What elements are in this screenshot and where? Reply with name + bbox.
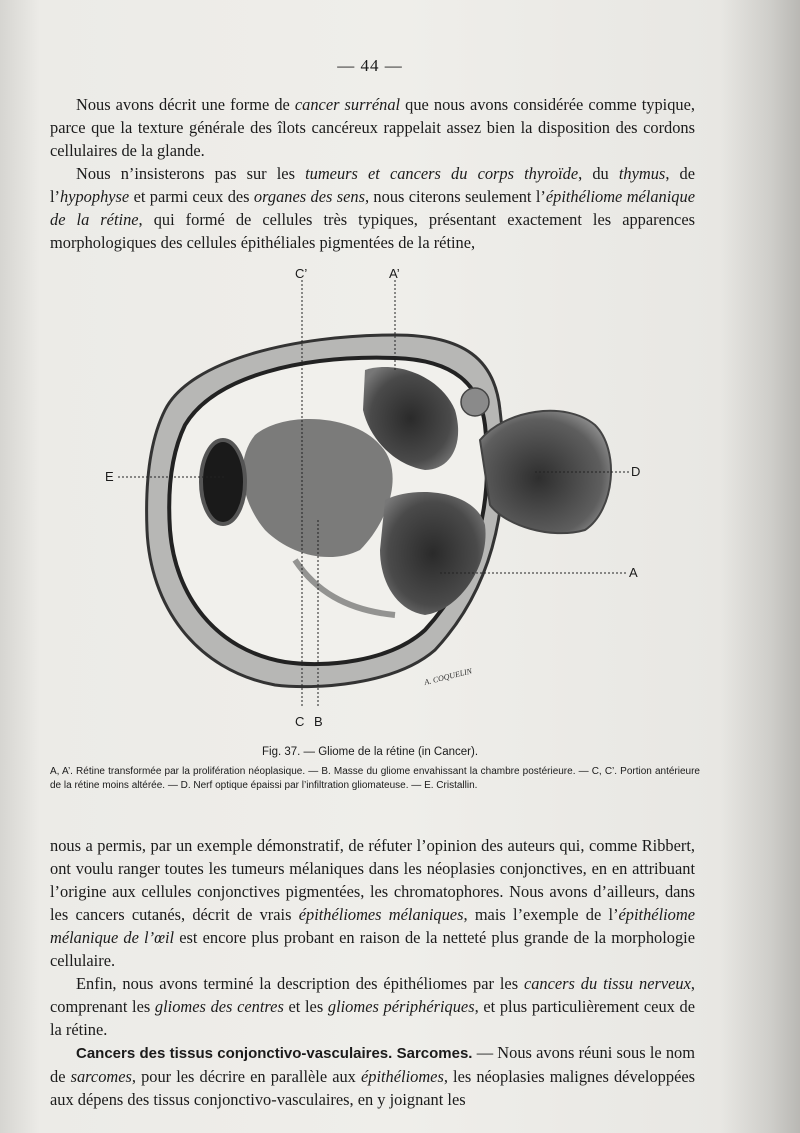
emphasis-text: cancer surrénal [294,95,401,114]
page-number: — 44 — [337,56,403,75]
text-run: , pour les décrire en parallèle aux [131,1067,361,1086]
emphasis-text: cancers du tissu nerveux [523,974,691,993]
label-b: B [314,714,323,729]
text-run: nous a permis, par un exemple démonstratif, de réfuter l’opinion des auteurs qui, comme Ribbert, ont voulu ranger toutes les tumeurs mélaniques dans les néoplasies conjonctives, en en attribuant l’origine aux cellules conjonctives pigmentées, les chromatophores. Nous avons d’ailleurs, dans les cancers cutanés, décrit de vrais [50,836,695,924]
emphasis-text: tumeurs et cancers du corps thyroïde [305,164,579,183]
emphasis-text: hypophyse [60,187,130,206]
text-run: , les néoplasies malignes développées aux dépens des tissus conjonctivo-vasculaires, en y joignant les [50,1067,695,1109]
label-a: A [629,565,638,580]
label-e: E [105,469,114,484]
text-run: et parmi ceux des [129,187,254,206]
paragraph-ribbert [50,834,695,972]
text-run: , qui formé de cellules très typiques, présentant exactement les apparences morphologiques des cellules épithéliales pigmentées de la rétine, [50,210,695,252]
text-run: , du [578,164,619,183]
emphasis-text: organes des sens [253,187,365,206]
paragraph-tissu-nerveux [50,972,695,1041]
nerve-nodule [461,388,489,416]
retina-glioma-figure [95,260,675,730]
paragraph-tumeurs-thyroide [50,162,695,254]
emphasis-text: épithéliome mélanique de l’œil [50,905,695,947]
emphasis-text: épithéliomes mélaniques [298,905,464,924]
figure-caption-legend: A, A’. Rétine transformée par la prolifération néoplasique. — B. Masse du gliome envahissant la chambre postérieure. — C, C’. Portion antérieure de la rétine moins altérée. — D. Nerf optique épaissi par l’infiltration gliomateuse. — E. Cristallin. [50,766,700,791]
text-run: , et plus particulièrement ceux de la rétine. [50,997,695,1039]
glioma-illustration [95,260,675,730]
text-run: — Nous avons réuni sous le nom de [50,1043,696,1086]
text-run: que nous avons considérée comme typique, parce que la texture générale des îlots cancéreux rappelait assez bien la disposition des cordons cellulaires de la glande. [50,95,695,160]
text-run: , de l’ [50,164,696,206]
text-run: , mais l’exemple de l’ [463,905,619,924]
paragraph-cancer-surrenal [50,93,695,162]
text-run: Nous avons décrit une forme de [76,95,295,114]
text-run: et les [283,997,328,1016]
text-run: est encore plus probant en raison de la netteté plus grande de la morphologie cellulaire. [50,928,695,970]
text-run: , comprenant les [50,974,695,1016]
text-run: , nous citerons seulement l’ [364,187,546,206]
text-run: Nous n’insisterons pas sur les [76,164,306,183]
label-c: C [295,714,305,729]
emphasis-text: épithéliomes [360,1067,444,1086]
text-run: Enfin, nous avons terminé la description des épithéliomes par les [76,974,524,993]
label-c-prime: C’ [295,266,308,281]
emphasis-text: gliomes périphériques [327,997,475,1016]
section-heading: Cancers des tissus conjonctivo-vasculaires. Sarcomes. [76,1045,473,1062]
illustrator-signature: A. COQUELIN [423,666,473,687]
label-a-prime: A’ [389,266,400,281]
emphasis-text: épithéliome mélanique de la rétine [50,187,695,229]
paragraph-sarcomes [50,1041,695,1111]
figure-caption-title: Fig. 37. — Gliome de la rétine (in Cancer). [261,746,479,758]
lens [201,440,245,524]
emphasis-text: thymus [618,164,666,183]
emphasis-text: gliomes des centres [154,997,284,1016]
label-d: D [631,464,641,479]
emphasis-text: sarcomes [70,1067,132,1086]
